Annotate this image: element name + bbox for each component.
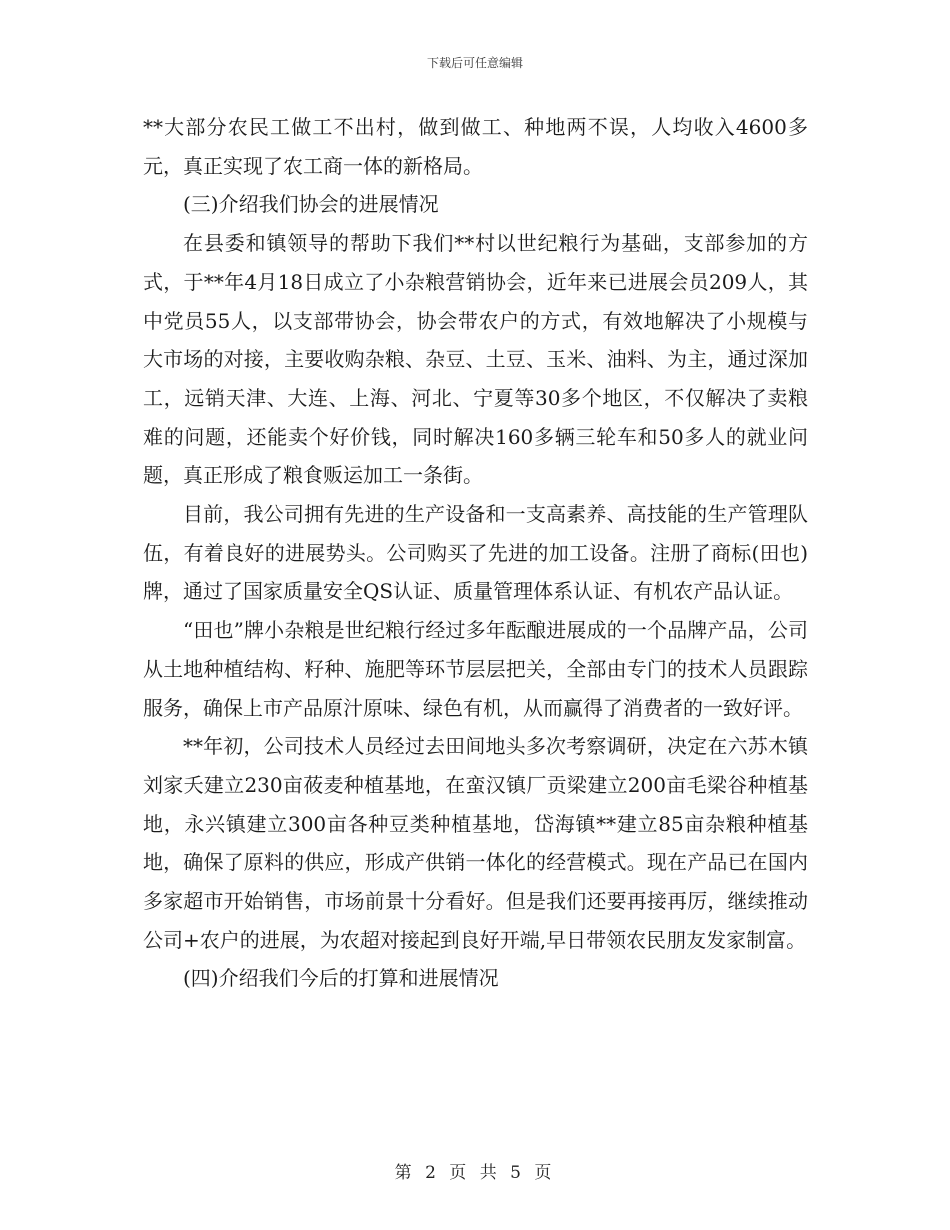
page-number: 第 2 页 共 5 页 <box>394 1163 556 1183</box>
paragraph-brand: “田也”牌小杂粮是世纪粮行经过多年酝酿进展成的一个品牌产品，公司从土地种植结构、籽种、施肥等环节层层把关，全部由专门的技术人员跟踪服务，确保上市产品原汁原味、绿色有机，从而赢得了消费者的一致好评。 <box>143 618 808 720</box>
document-body <box>143 108 808 998</box>
section-heading-4: (四)介绍我们今后的打算和进展情况 <box>183 966 499 991</box>
paragraph-base: **年初，公司技术人员经过去田间地头多次考察调研，决定在六苏木镇刘家夭建立230亩莜麦种植基地，在蛮汉镇厂贡梁建立200亩毛梁谷种植基地，永兴镇建立300亩各种豆类种植基地，岱海镇**建立85亩杂粮种植基地，确保了原料的供应，形成产供销一体化的经营模式。现在产品已在国内多家超市开始销售，市场前景十分看好。但是我们还要再接再厉，继续推动公司+农户的进展，为农超对接起到良好开端,早日带领农民朋友发家制富。 <box>143 734 808 952</box>
paragraph-association: 在县委和镇领导的帮助下我们**村以世纪粮行为基础，支部参加的方式，于**年4月18日成立了小杂粮营销协会，近年来已进展会员209人，其中党员55人，以支部带协会，协会带农户的方式，有效地解决了小规模与大市场的对接，主要收购杂粮、杂豆、土豆、玉米、油料、为主，通过深加工，远销天津、大连、上海、河北、宁夏等30多个地区，不仅解决了卖粮难的问题，还能卖个好价钱，同时解决160多辆三轮车和50多人的就业问题，真正形成了粮食贩运加工一条街。 <box>143 231 808 488</box>
paragraph-company: 目前，我公司拥有先进的生产设备和一支高素养、高技能的生产管理队伍，有着良好的进展势头。公司购买了先进的加工设备。注册了商标(田也)牌，通过了国家质量安全QS认证、质量管理体系认证、有机农产品认证。 <box>143 502 808 604</box>
paragraph-1: **大部分农民工做工不出村，做到做工、种地两不误，人均收入4600多元，真正实现了农工商一体的新格局。 <box>143 115 808 178</box>
page-header-note: 下载后可任意编辑 <box>426 56 523 70</box>
section-heading-3: (三)介绍我们协会的进展情况 <box>183 192 439 217</box>
